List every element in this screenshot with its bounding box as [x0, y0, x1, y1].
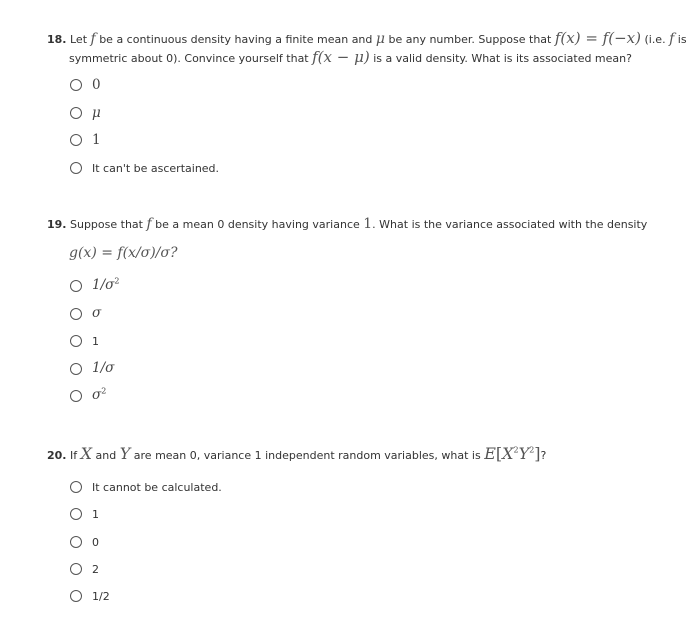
- q19-option-5: $\sigma^2$: [92, 386, 107, 403]
- q20-line1: 20. If X and Y are mean 0, variance 1 independent random variables, what is $E[X^2Y^2]$?: [47, 444, 547, 463]
- q20-option-3: 0: [92, 536, 99, 549]
- q18-radio-4[interactable]: [70, 162, 82, 174]
- q19-number: 19.: [47, 218, 67, 231]
- q20-option-4: 2: [92, 563, 99, 576]
- q18-radio-1[interactable]: [70, 79, 82, 91]
- q19-radio-1[interactable]: [70, 280, 82, 292]
- q20-expectation: $E[X^2Y^2]$: [484, 444, 541, 463]
- q20-option-2: 1: [92, 508, 99, 521]
- q19-radio-2[interactable]: [70, 308, 82, 320]
- q18-number: 18.: [47, 33, 67, 46]
- q18-option-4: It can't be ascertained.: [92, 162, 220, 175]
- q19-radio-4[interactable]: [70, 363, 82, 375]
- q18-option-1: 0: [92, 77, 101, 93]
- q18-radio-3[interactable]: [70, 134, 82, 146]
- q19-option-1: $1/\sigma^2$: [92, 276, 120, 293]
- q20-option-1: It cannot be calculated.: [92, 481, 222, 494]
- q20-radio-3[interactable]: [70, 536, 82, 548]
- q18-line1: 18. Let f be a continuous density having a finite mean and μ be any number. Suppose that f(x) = f(−x) (i.e. f is: [47, 29, 687, 47]
- q19-option-3: 1: [92, 335, 99, 348]
- q18-option-2: μ: [92, 105, 101, 121]
- q20-radio-4[interactable]: [70, 563, 82, 575]
- q20-radio-5[interactable]: [70, 590, 82, 602]
- q18-option-3: 1: [92, 132, 101, 148]
- q20-option-5: 1/2: [92, 590, 110, 603]
- q19-density-expression: g(x) = f(x/σ)/σ?: [69, 245, 178, 261]
- q20-radio-2[interactable]: [70, 508, 82, 520]
- q20-radio-1[interactable]: [70, 481, 82, 493]
- q18-radio-2[interactable]: [70, 107, 82, 119]
- q19-option-2: σ: [92, 305, 102, 321]
- q18-line2: symmetric about 0). Convince yourself that f(x − μ) is a valid density. What is its associated mean?: [69, 48, 632, 66]
- q19-option-4: 1/σ: [92, 360, 115, 376]
- q19-radio-5[interactable]: [70, 390, 82, 402]
- q19-line1: 19. Suppose that f be a mean 0 density having variance 1. What is the variance associated with the density: [47, 216, 648, 232]
- q20-number: 20.: [47, 449, 67, 462]
- q19-radio-3[interactable]: [70, 335, 82, 347]
